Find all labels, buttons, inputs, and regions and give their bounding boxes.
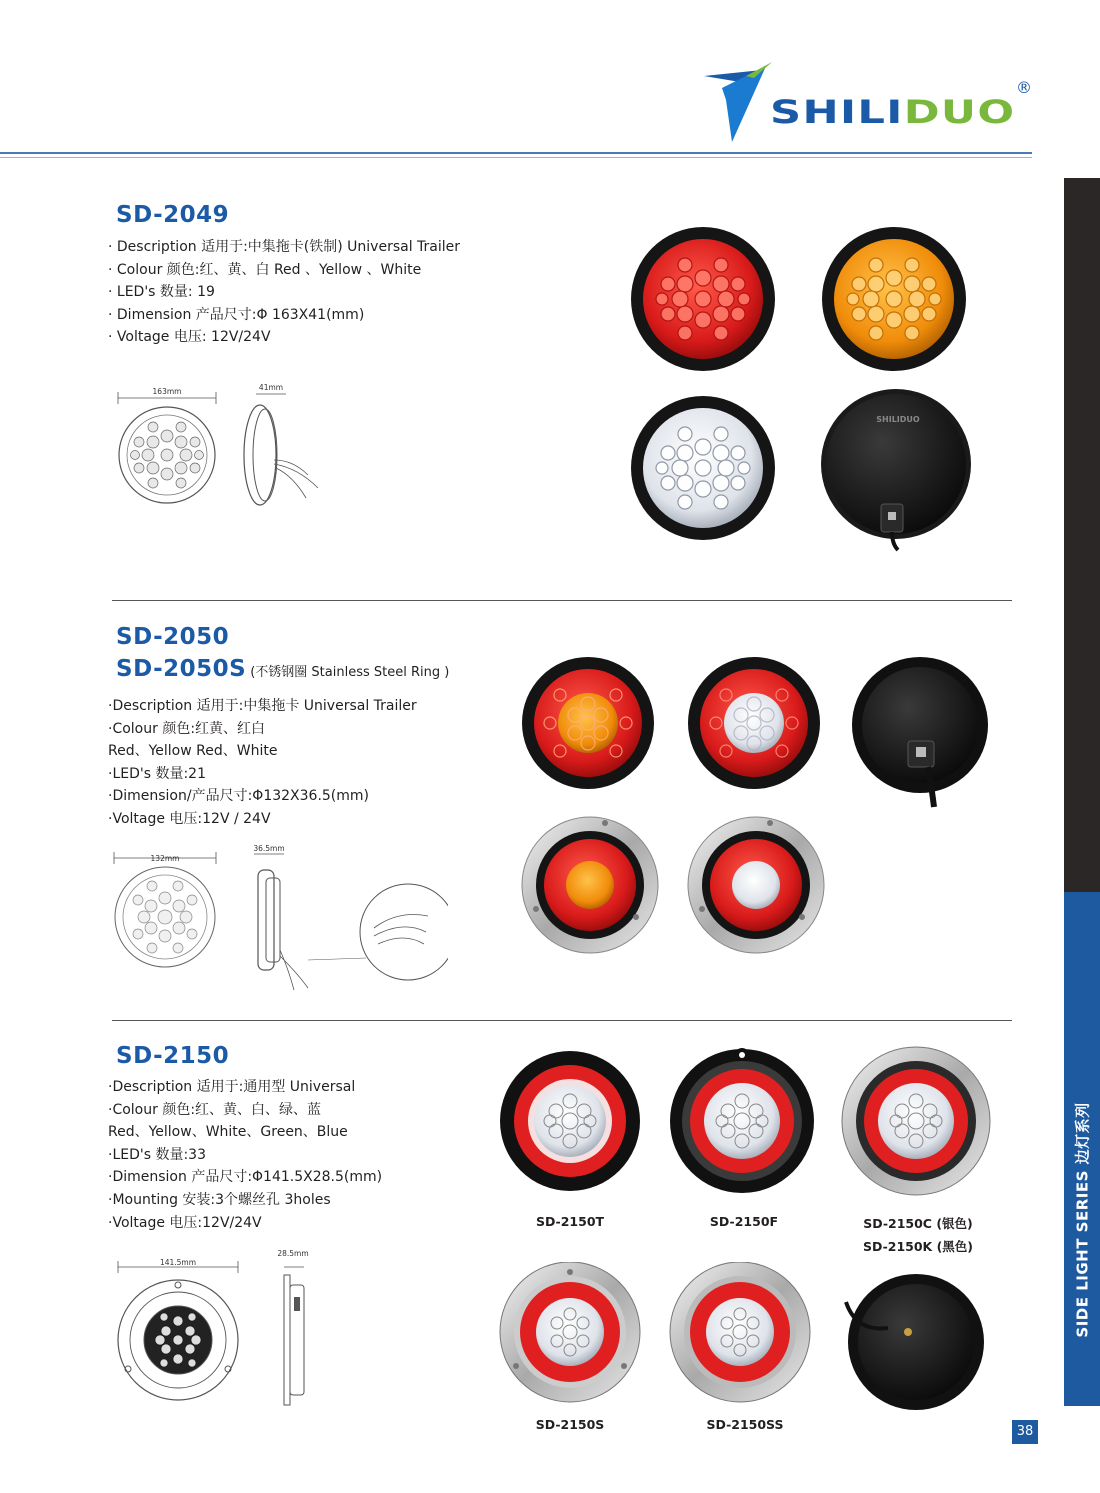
caption-sd2150s: SD-2150S	[535, 1417, 605, 1432]
lamp-white	[631, 396, 775, 540]
section-divider	[112, 600, 1012, 601]
spec-line: ·Voltage 电压:12V / 24V	[108, 810, 271, 827]
spec-line: ·LED's 数量:21	[108, 765, 206, 782]
spec-line: ·Dimension/产品尺寸:Φ132X36.5(mm)	[108, 788, 370, 805]
lamp-steel-red-amber	[522, 817, 658, 953]
registered-mark: ®	[1016, 78, 1032, 97]
side-tab-label	[1064, 1060, 1100, 1380]
lamp-amber	[822, 227, 966, 371]
drawing-depth-label: 28.5mm	[277, 1249, 309, 1258]
brand-name	[770, 93, 1015, 131]
spec-line: ·Description 适用于:通用型 Universal	[108, 1079, 356, 1095]
dimension-drawing-sd2150	[108, 1245, 328, 1425]
spec-line: ·LED's 数量:33	[108, 1146, 206, 1163]
lamp-steel-red-white	[688, 817, 824, 953]
brand-name-part2: DUO	[903, 93, 1016, 131]
spec-line: ·Dimension 产品尺寸:Φ141.5X28.5(mm)	[108, 1169, 383, 1186]
side-tab-text: SIDE LIGHT SERIES 边灯系列	[1073, 1102, 1092, 1338]
lamp-sd2150s	[500, 1262, 640, 1402]
lamp-red	[631, 227, 775, 371]
lamp-sd2150f	[670, 1048, 814, 1193]
lamp-red-amber	[522, 657, 654, 789]
spec-line: ·Voltage 电压:12V/24V	[108, 1214, 262, 1231]
spec-line: · Description 适用于:中集拖卡(铁制) Universal Trailer	[108, 239, 461, 255]
spec-line: ·Colour 颜色:红黄、红白	[108, 720, 266, 737]
logo-swoosh-icon	[702, 60, 772, 145]
lamp-sd2150-back	[846, 1274, 984, 1410]
back-logo-text: SHILIDUO	[876, 415, 920, 424]
model-title-sd2050s	[116, 656, 449, 682]
caption-sd2150f: SD-2150F	[709, 1214, 779, 1229]
caption-sd2150c: SD-2150C (银色)	[863, 1216, 973, 1231]
product-photos-sd2050	[520, 655, 1010, 955]
drawing-depth-label: 41mm	[258, 383, 284, 392]
side-tab-dark	[1064, 178, 1100, 892]
model-title-sd2150: SD-2150	[116, 1043, 230, 1069]
lamp-sd2150t	[500, 1051, 640, 1191]
page-number: 38	[1012, 1420, 1038, 1444]
header-rule	[0, 152, 1032, 154]
brand-logo	[702, 60, 1042, 150]
spec-line: ·Description 适用于:中集拖卡 Universal Trailer	[108, 698, 417, 714]
spec-line: Red、Yellow、White、Green、Blue	[108, 1124, 348, 1141]
product-photos-sd2150-row2	[496, 1262, 1006, 1412]
lamp-sd2150c	[842, 1047, 990, 1195]
model-title-sd2049: SD-2049	[116, 202, 230, 228]
spec-list-sd2050	[108, 695, 417, 831]
model-title-sd2050: SD-2050	[116, 624, 230, 650]
lamp-sd2150ss	[670, 1262, 810, 1402]
spec-line: Red、Yellow Red、White	[108, 743, 278, 760]
brand-name-part1: SHILI	[770, 93, 904, 131]
section-divider	[112, 1020, 1012, 1021]
spec-line: ·Mounting 安装:3个螺丝孔 3holes	[108, 1191, 331, 1208]
spec-line: ·Colour 颜色:红、黄、白、绿、蓝	[108, 1101, 322, 1118]
header-rule-thin	[0, 157, 1032, 158]
product-photos-sd2150-row1	[496, 1045, 1006, 1215]
spec-line: · Dimension 产品尺寸:Φ 163X41(mm)	[108, 306, 365, 323]
spec-list-sd2049	[108, 236, 460, 349]
caption-sd2150k: SD-2150K (黑色)	[862, 1239, 974, 1254]
product-photos-sd2049	[630, 222, 980, 562]
caption-sd2150t: SD-2150T	[535, 1214, 605, 1229]
dimension-drawing-sd2050	[108, 840, 448, 1000]
caption-sd2150ss: SD-2150SS	[706, 1417, 784, 1432]
drawing-width-label: 132mm	[150, 854, 180, 863]
spec-line: · Voltage 电压: 12V/24V	[108, 329, 271, 346]
model-title-sd2050s-text: SD-2050S	[116, 656, 247, 682]
spec-list-sd2150	[108, 1076, 382, 1234]
lamp-red-white	[688, 657, 820, 789]
drawing-width-label: 141.5mm	[159, 1258, 197, 1267]
drawing-depth-label: 36.5mm	[253, 844, 285, 853]
spec-line: · Colour 颜色:红、黄、白 Red 、Yellow 、White	[108, 261, 422, 278]
drawing-width-label: 163mm	[152, 387, 182, 396]
lamp-back	[821, 389, 971, 550]
spec-line: · LED's 数量: 19	[108, 284, 215, 301]
dimension-drawing-sd2049	[108, 380, 348, 520]
model-note-sd2050s: (不锈钢圈 Stainless Steel Ring )	[250, 665, 450, 680]
lamp-back	[852, 657, 988, 807]
